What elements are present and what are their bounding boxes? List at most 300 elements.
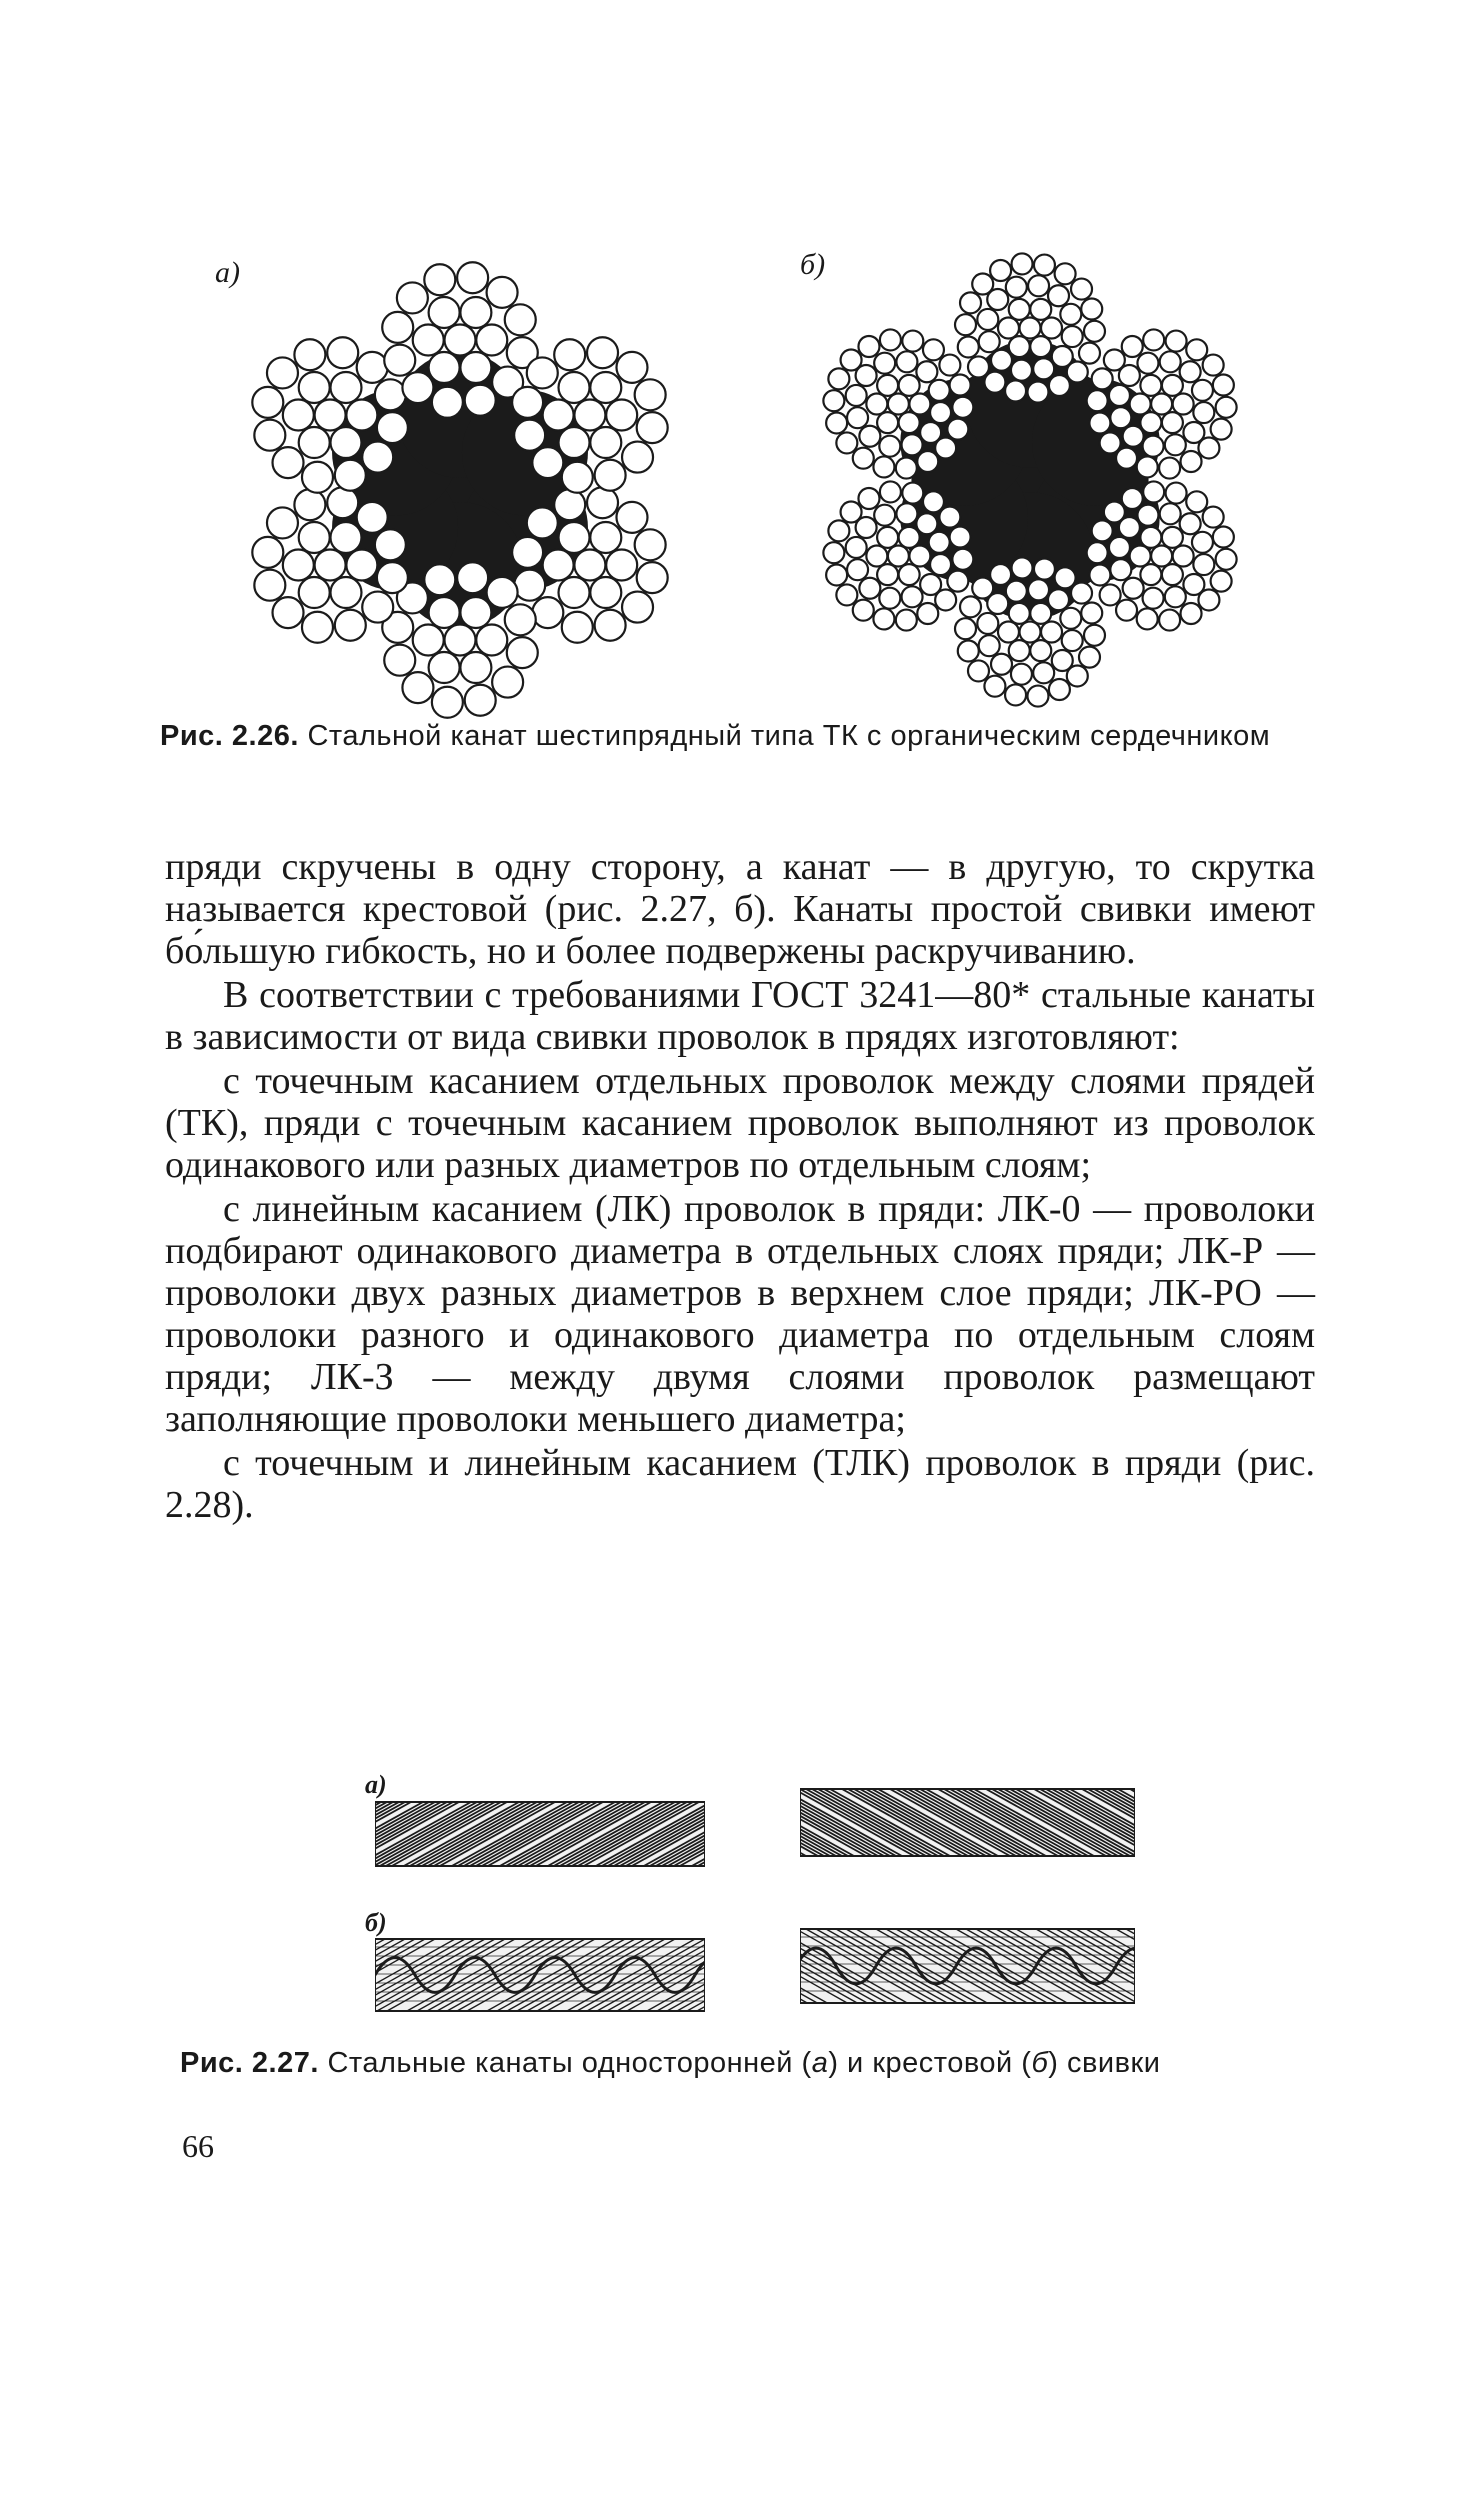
- wire: [487, 577, 518, 608]
- wire: [874, 505, 895, 526]
- wire: [1028, 275, 1049, 296]
- figure-227-caption-a: а: [811, 2047, 829, 2079]
- wire: [457, 262, 488, 293]
- wire: [1011, 360, 1032, 381]
- wire: [357, 502, 388, 533]
- wire: [1203, 507, 1224, 528]
- wire: [847, 407, 868, 428]
- wire: [1041, 318, 1062, 339]
- wire: [917, 451, 938, 472]
- wire: [429, 352, 460, 383]
- wire: [476, 325, 507, 356]
- wire: [1192, 532, 1213, 553]
- wire: [939, 355, 960, 376]
- wire: [902, 434, 923, 455]
- wire: [1071, 583, 1092, 604]
- wire: [254, 570, 285, 601]
- wire: [836, 584, 857, 605]
- wire: [1137, 505, 1158, 526]
- wire: [532, 447, 563, 478]
- wire: [432, 687, 463, 718]
- wire: [1213, 375, 1234, 396]
- wire: [1162, 412, 1183, 433]
- wire: [1084, 321, 1105, 342]
- wire: [1159, 458, 1180, 479]
- wire: [899, 375, 920, 396]
- wire: [590, 372, 621, 403]
- wire: [299, 577, 330, 608]
- wire: [1181, 451, 1202, 472]
- wire: [1123, 426, 1144, 447]
- wire: [1166, 331, 1187, 352]
- figure-226-caption-number: Рис. 2.26.: [160, 720, 299, 752]
- wire: [909, 546, 930, 567]
- wire: [283, 550, 314, 581]
- wire: [1048, 285, 1069, 306]
- wire: [880, 329, 901, 350]
- wire: [841, 350, 862, 371]
- wire: [877, 412, 898, 433]
- wire: [916, 513, 937, 534]
- wire: [384, 345, 415, 376]
- wire: [902, 331, 923, 352]
- wire: [826, 564, 847, 585]
- wire: [1100, 584, 1121, 605]
- wire: [899, 527, 920, 548]
- paragraph-4: с линейным касанием (ЛК) проволок в пряди: ЛК-0 — проволоки подбирают одинакового диаметра в отдельных слоях пряди; ЛК-Р — проволоки двух разных диаметров в верхнем слое пряди; ЛК-РО — проволоки разного и одинакового диаметра по отдельным слоям пряди; ЛК-З — между двумя слоями проволок размещают заполняющие проволоки меньшего диаметра;: [165, 1188, 1315, 1440]
- wire: [294, 339, 325, 370]
- wire: [873, 456, 894, 477]
- wire: [1166, 483, 1187, 504]
- wire: [1198, 437, 1219, 458]
- wire: [991, 350, 1012, 371]
- wire: [330, 427, 361, 458]
- wire: [930, 554, 951, 575]
- wire: [879, 588, 900, 609]
- wire: [1216, 397, 1237, 418]
- rope-side-view-cross-lay-1: [375, 1935, 705, 2015]
- wire: [935, 589, 956, 610]
- wire: [1143, 436, 1164, 457]
- wire: [492, 667, 523, 698]
- wire: [1060, 304, 1081, 325]
- wire: [330, 577, 361, 608]
- wire: [294, 489, 325, 520]
- wire: [1140, 412, 1161, 433]
- wire: [923, 339, 944, 360]
- wire: [1151, 394, 1172, 415]
- wire: [1009, 603, 1030, 624]
- wire: [1165, 434, 1186, 455]
- wire: [899, 412, 920, 433]
- wire: [1110, 559, 1131, 580]
- wire: [505, 304, 536, 335]
- wire: [252, 387, 283, 418]
- wire: [1116, 448, 1137, 469]
- wire: [465, 385, 496, 416]
- wire: [991, 654, 1012, 675]
- wire: [590, 577, 621, 608]
- wire: [543, 550, 574, 581]
- wire: [879, 436, 900, 457]
- wire: [950, 375, 971, 396]
- wire: [346, 550, 377, 581]
- wire: [527, 507, 558, 538]
- wire: [559, 427, 590, 458]
- wire: [254, 420, 285, 451]
- figure-226-caption: [160, 718, 1320, 754]
- wire: [616, 352, 647, 383]
- wire: [958, 640, 979, 661]
- wire: [595, 610, 626, 641]
- wire: [424, 264, 455, 295]
- wire: [1137, 608, 1158, 629]
- figure-226-label-a: а): [215, 256, 240, 289]
- wire: [1034, 255, 1055, 276]
- wire: [1049, 375, 1070, 396]
- wire: [977, 613, 998, 634]
- wire: [1140, 375, 1161, 396]
- wire: [267, 507, 298, 538]
- wire: [1160, 351, 1181, 372]
- wire: [1211, 571, 1232, 592]
- wire: [1020, 622, 1041, 643]
- wire: [362, 442, 393, 473]
- wire: [1180, 361, 1201, 382]
- wire: [1067, 665, 1088, 686]
- wire: [877, 527, 898, 548]
- wire: [299, 522, 330, 553]
- wire: [859, 578, 880, 599]
- wire: [1122, 488, 1143, 509]
- wire: [562, 612, 593, 643]
- wire: [1211, 419, 1232, 440]
- wire: [899, 564, 920, 585]
- wire: [330, 522, 361, 553]
- rope-side-view-cross-lay-2: [800, 1925, 1135, 2007]
- wire: [877, 375, 898, 396]
- paragraph-3: с точечным касанием отдельных проволок между слоями прядей (ТК), пряди с точечным касанием проволок выполняют из проволок одинакового или разных диаметров по отдельным слоям;: [165, 1060, 1315, 1186]
- wire: [1060, 608, 1081, 629]
- wire: [1081, 299, 1102, 320]
- wire: [1180, 513, 1201, 534]
- wire: [968, 660, 989, 681]
- wire: [858, 488, 879, 509]
- wire: [888, 394, 909, 415]
- wire: [1028, 579, 1049, 600]
- wire: [947, 571, 968, 592]
- wire: [1130, 546, 1151, 567]
- wire: [357, 352, 388, 383]
- wire: [1122, 336, 1143, 357]
- wire: [1033, 662, 1054, 683]
- wire: [874, 353, 895, 374]
- wire: [1089, 564, 1110, 585]
- wire: [955, 314, 976, 335]
- wire: [402, 372, 433, 403]
- wire: [1162, 527, 1183, 548]
- wire: [1173, 394, 1194, 415]
- figure-227-caption-number: Рис. 2.27.: [180, 2047, 319, 2079]
- paragraph-5: с точечным и линейным касанием (ТЛК) проволок в пряди (рис. 2.28).: [165, 1442, 1315, 1526]
- wire: [375, 379, 406, 410]
- wire: [402, 672, 433, 703]
- wire: [958, 336, 979, 357]
- wire: [950, 527, 971, 548]
- wire: [859, 426, 880, 447]
- wire: [998, 622, 1019, 643]
- paragraph-2: В соответствии с требованиями ГОСТ 3241—80* стальные канаты в зависимости от вида свивки проволок в прядях изготовляют:: [165, 974, 1315, 1058]
- wire: [1165, 586, 1186, 607]
- wire: [315, 550, 346, 581]
- wire: [574, 400, 605, 431]
- wire: [1062, 630, 1083, 651]
- wire: [460, 297, 491, 328]
- wire: [896, 503, 917, 524]
- wire: [362, 592, 393, 623]
- wire: [587, 337, 618, 368]
- wire: [514, 570, 545, 601]
- wire: [1005, 380, 1026, 401]
- wire: [505, 604, 536, 635]
- wire: [1084, 625, 1105, 646]
- rope-cross-section-b: [770, 245, 1290, 715]
- wire: [896, 351, 917, 372]
- wire: [826, 412, 847, 433]
- wire: [979, 331, 1000, 352]
- wire: [527, 357, 558, 388]
- wire: [327, 337, 358, 368]
- wire: [273, 597, 304, 628]
- wire: [823, 390, 844, 411]
- wire: [1027, 686, 1048, 707]
- figure-227-caption-b: б: [1031, 2047, 1049, 2079]
- wire: [302, 612, 333, 643]
- wire: [299, 427, 330, 458]
- wire: [1162, 375, 1183, 396]
- wire: [888, 546, 909, 567]
- wire: [1162, 564, 1183, 585]
- wire: [460, 597, 491, 628]
- wire: [1048, 589, 1069, 610]
- wire: [283, 400, 314, 431]
- wire: [1109, 537, 1130, 558]
- wire: [1006, 581, 1027, 602]
- wire: [512, 387, 543, 418]
- wire: [1110, 407, 1131, 428]
- wire: [972, 578, 993, 599]
- wire: [1067, 361, 1088, 382]
- wire: [507, 637, 538, 668]
- wire: [853, 600, 874, 621]
- wire: [1159, 610, 1180, 631]
- wire: [828, 368, 849, 389]
- wire: [847, 559, 868, 580]
- wire: [917, 603, 938, 624]
- wire: [335, 460, 366, 491]
- wire: [1100, 432, 1121, 453]
- wire: [299, 372, 330, 403]
- wire: [487, 277, 518, 308]
- wire: [315, 400, 346, 431]
- wire: [1104, 502, 1125, 523]
- wire: [1089, 412, 1110, 433]
- wire: [853, 448, 874, 469]
- wire: [413, 325, 444, 356]
- wire: [635, 529, 666, 560]
- wire: [902, 483, 923, 504]
- wire: [1151, 546, 1172, 567]
- wire: [1030, 640, 1051, 661]
- wire: [554, 339, 585, 370]
- wire: [1123, 578, 1144, 599]
- body-text-block: [165, 846, 1315, 1528]
- wire: [590, 522, 621, 553]
- wire: [330, 372, 361, 403]
- wire: [1030, 299, 1051, 320]
- wire: [432, 387, 463, 418]
- wire: [327, 487, 358, 518]
- wire: [1011, 664, 1032, 685]
- wire: [445, 325, 476, 356]
- wire: [1012, 557, 1033, 578]
- wire: [990, 564, 1011, 585]
- wire: [990, 260, 1011, 281]
- wire: [637, 562, 668, 593]
- wire: [1143, 588, 1164, 609]
- wire: [1027, 382, 1048, 403]
- wire: [1116, 600, 1137, 621]
- wire: [1020, 318, 1041, 339]
- figure-227-caption-post: ) свивки: [1048, 2047, 1161, 2079]
- wire: [998, 318, 1019, 339]
- wire: [873, 608, 894, 629]
- wire: [429, 297, 460, 328]
- wire: [916, 361, 937, 382]
- wire: [896, 610, 917, 631]
- paragraph-1: пряди скручены в одну сторону, а канат — в другую, то скрутка называется крестовой (рис. 2.27, б). Канаты простой свивки имеют бо́льшую гибкость, но и более подвержены раскручиванию.: [165, 846, 1315, 972]
- wire: [909, 394, 930, 415]
- wire: [866, 546, 887, 567]
- wire: [968, 356, 989, 377]
- figure-227-caption-pre: Стальные канаты односторонней (: [327, 2047, 812, 2079]
- wire: [1012, 253, 1033, 274]
- wire: [1055, 567, 1076, 588]
- figure-227-label-a: а): [365, 1770, 387, 1799]
- wire: [1034, 559, 1055, 580]
- wire: [877, 564, 898, 585]
- wire: [377, 412, 408, 443]
- wire: [559, 577, 590, 608]
- wire: [1137, 353, 1158, 374]
- figure-227-caption: [180, 2045, 1340, 2081]
- wire: [543, 400, 574, 431]
- wire: [1092, 368, 1113, 389]
- wire: [476, 625, 507, 656]
- wire: [1143, 329, 1164, 350]
- wire: [846, 385, 867, 406]
- wire: [979, 635, 1000, 656]
- wire: [1109, 385, 1130, 406]
- wire: [606, 400, 637, 431]
- wire: [273, 447, 304, 478]
- wire: [595, 460, 626, 491]
- wire: [1049, 679, 1070, 700]
- wire: [382, 312, 413, 343]
- wire: [1055, 263, 1076, 284]
- wire: [622, 592, 653, 623]
- wire: [1041, 622, 1062, 643]
- wire: [947, 419, 968, 440]
- wire: [1030, 603, 1051, 624]
- wire: [1030, 336, 1051, 357]
- wire: [1081, 603, 1102, 624]
- rope-strand: [512, 337, 668, 493]
- wire: [923, 491, 944, 512]
- wire: [1140, 564, 1161, 585]
- wire: [335, 610, 366, 641]
- wire: [1130, 394, 1151, 415]
- wire: [460, 652, 491, 683]
- wire: [574, 550, 605, 581]
- wire: [562, 462, 593, 493]
- wire: [935, 437, 956, 458]
- wire: [1009, 336, 1030, 357]
- wire: [1216, 549, 1237, 570]
- wire: [1213, 527, 1234, 548]
- wire: [413, 625, 444, 656]
- wire: [267, 357, 298, 388]
- wire: [1186, 339, 1207, 360]
- wire: [929, 380, 950, 401]
- wire: [554, 489, 585, 520]
- wire: [930, 402, 951, 423]
- wire: [429, 652, 460, 683]
- page-number: 66: [182, 2128, 214, 2164]
- wire: [1005, 684, 1026, 705]
- wire: [606, 550, 637, 581]
- wire: [955, 618, 976, 639]
- wire: [952, 549, 973, 570]
- wire: [929, 532, 950, 553]
- wire: [1193, 554, 1214, 575]
- wire: [1079, 343, 1100, 364]
- wire: [375, 529, 406, 560]
- wire: [1104, 350, 1125, 371]
- wire: [1203, 355, 1224, 376]
- wire: [1009, 299, 1030, 320]
- wire: [1087, 542, 1108, 563]
- wire: [377, 562, 408, 593]
- wire: [972, 274, 993, 295]
- wire: [836, 432, 857, 453]
- rope-side-view-lang-lay-2: [800, 1785, 1135, 1860]
- wire: [1140, 527, 1161, 548]
- wire: [866, 394, 887, 415]
- wire: [397, 282, 428, 313]
- wire: [1009, 640, 1030, 661]
- wire: [532, 597, 563, 628]
- wire: [622, 442, 653, 473]
- wire: [587, 487, 618, 518]
- wire: [977, 309, 998, 330]
- wire: [512, 537, 543, 568]
- wire: [635, 379, 666, 410]
- wire: [1160, 503, 1181, 524]
- rope-side-view-lang-lay-1: [375, 1798, 705, 1870]
- wire: [984, 372, 1005, 393]
- wire: [858, 336, 879, 357]
